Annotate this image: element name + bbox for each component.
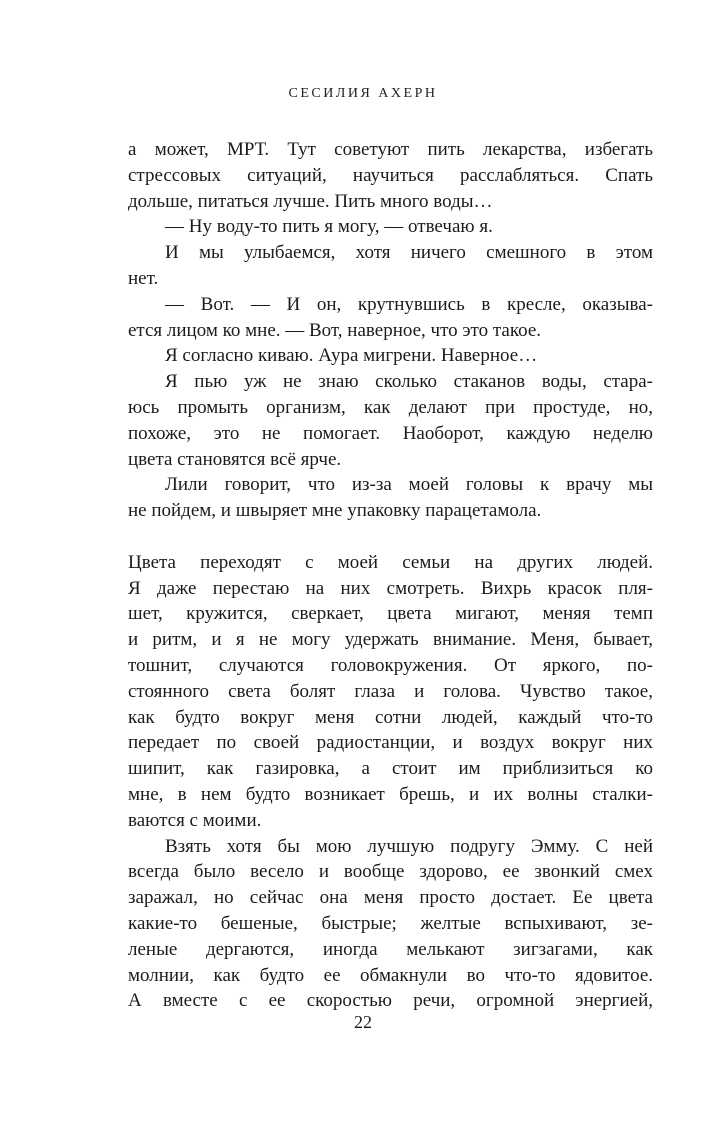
paragraph	[128, 472, 653, 524]
text-line: дольше, питаться лучше. Пить много воды…	[128, 190, 493, 212]
page-number: 22	[354, 1012, 372, 1032]
text-line: шет, кружится, сверкает, цвета мигают, меняя темп	[128, 603, 653, 625]
text-line: А вместе с ее скоростью речи, огромной энергией,	[128, 990, 653, 1012]
text-line: не пойдем, и швыряет мне упаковку парацетамола.	[128, 500, 542, 522]
paragraph	[128, 214, 653, 240]
text-line: Лили говорит, что из-за моей головы к врачу мы	[165, 474, 653, 496]
text-line: какие-то бешеные, быстрые; желтые вспыхивают, зе-	[128, 912, 653, 934]
paragraph	[128, 137, 653, 214]
text-line: — Ну воду-то пить я могу, — отвечаю я.	[165, 216, 493, 238]
text-line: как будто вокруг меня сотни людей, каждый что-то	[128, 706, 653, 728]
text-line: ется лицом ко мне. — Вот, наверное, что это такое.	[128, 319, 541, 341]
text-line: стоянного света болят глаза и голова. Чувство такое,	[128, 680, 653, 702]
text-line: тошнит, случаются головокружения. От яркого, по-	[128, 654, 653, 676]
text-line: мне, в нем будто возникает брешь, и их волны сталки-	[128, 783, 653, 805]
text-line: И мы улыбаемся, хотя ничего смешного в этом	[165, 242, 653, 264]
text-line: Я согласно киваю. Аура мигрени. Наверное…	[165, 345, 538, 367]
text-line: леные дергаются, иногда мелькают зигзагами, как	[128, 938, 653, 960]
paragraph	[128, 292, 653, 344]
paragraph	[128, 240, 653, 292]
text-line: молнии, как будто ее обмакнули во что-то ядовитое.	[128, 964, 653, 986]
running-header: СЕСИЛИЯ АХЕРН	[288, 86, 438, 101]
paragraph	[128, 343, 653, 369]
text-line: Цвета переходят с моей семьи на других людей.	[128, 551, 653, 573]
text-line: и ритм, и я не могу удержать внимание. Меня, бывает,	[128, 629, 653, 651]
text-line: похоже, это не помогает. Наоборот, каждую неделю	[128, 422, 653, 444]
text-line: Я даже перестаю на них смотреть. Вихрь красок пля-	[128, 577, 653, 599]
text-line: ваются с моими.	[128, 809, 262, 831]
paragraph	[128, 369, 653, 472]
paragraph	[128, 834, 653, 1015]
text-line: передает по своей радиостанции, и воздух вокруг них	[128, 732, 653, 754]
text-line: Взять хотя бы мою лучшую подругу Эмму. С ней	[165, 835, 653, 857]
text-line: Я пью уж не знаю сколько стаканов воды, стара-	[165, 371, 653, 393]
paragraph	[128, 550, 653, 834]
text-line: — Вот. — И он, крутнувшись в кресле, оказыва-	[165, 293, 653, 315]
text-line: заражал, но сейчас она меня просто достает. Ее цвета	[128, 887, 653, 909]
text-line: цвета становятся всё ярче.	[128, 448, 342, 470]
text-line: всегда было весело и вообще здорово, ее звонкий смех	[128, 861, 653, 883]
text-line: стрессовых ситуаций, научиться расслабляться. Спать	[128, 164, 653, 186]
text-line: юсь промыть организм, как делают при простуде, но,	[128, 396, 653, 418]
text-line: шипит, как газировка, а стоит им приблизиться ко	[128, 758, 653, 780]
text-line: нет.	[128, 267, 159, 289]
text-block	[128, 137, 653, 1014]
text-line: а может, МРТ. Тут советуют пить лекарства, избегать	[128, 139, 653, 160]
